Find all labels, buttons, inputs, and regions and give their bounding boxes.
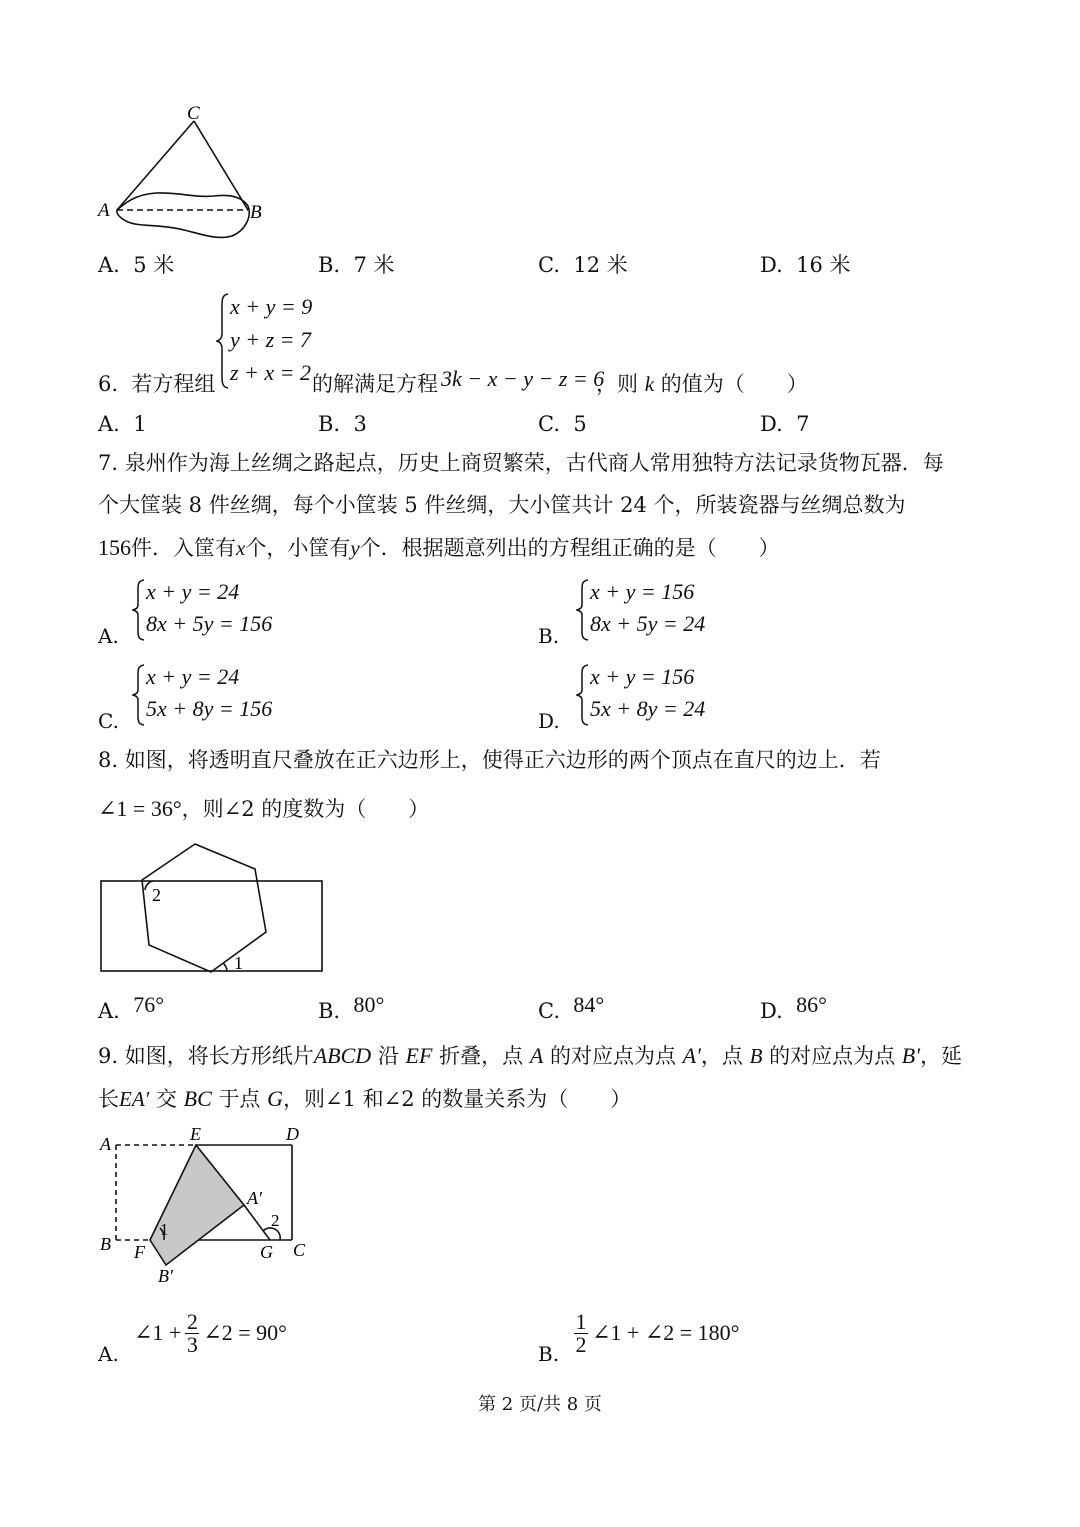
- q8-line-2: ∠1 = 36°，则∠2 的度数为（ ）: [98, 796, 430, 821]
- q7-option-c-row-2: 5x + 8y = 156: [146, 696, 273, 721]
- q6-var-k: k: [644, 372, 655, 396]
- q5-label-a: A: [98, 200, 110, 221]
- q7-option-d-system: [576, 663, 726, 729]
- q8-angle-1-arc: [223, 963, 227, 971]
- q7-option-b-system: [576, 578, 726, 644]
- q9-line-ag: [244, 1205, 270, 1240]
- q8-label-1: 1: [234, 953, 243, 973]
- q7-line-1: 7. 泉州作为海上丝绸之路起点，历史上商贸繁荣，古代商人常用独特方法记录货物瓦器．每: [98, 451, 944, 475]
- q9-option-b-expression: 1 2 ∠1 + ∠2 = 180°: [575, 1308, 740, 1357]
- q6-system-row-2: y + z = 7: [230, 327, 312, 352]
- q7-option-a-brace: [132, 578, 146, 642]
- q9-figure: [94, 1120, 324, 1290]
- q7-option-b-brace: [576, 578, 590, 642]
- q9-option-a-letter: A.: [98, 1342, 119, 1366]
- q7-option-c-row-1: x + y = 24: [146, 664, 240, 689]
- q6-brace: [216, 292, 230, 390]
- q8-option-c: C. 84°: [538, 992, 605, 1023]
- q7-option-c-letter: C.: [98, 709, 119, 733]
- q9-label-b: B: [100, 1234, 111, 1254]
- q7-var-y: y: [350, 536, 360, 560]
- q7-option-b-row-1: x + y = 156: [590, 579, 695, 604]
- q7-option-c-brace: [132, 663, 146, 727]
- q5-option-b: B. 7 米: [318, 253, 395, 277]
- q5-label-c: C: [187, 103, 200, 124]
- q9-label-e: E: [190, 1124, 201, 1144]
- q8-option-d: D. 86°: [760, 992, 827, 1023]
- q6-option-b: B. 3: [318, 412, 367, 436]
- q9-line-1: 9. 如图，将长方形纸片ABCD 沿 EF 折叠，点 A 的对应点为点 A′，点 B 的对应点为点 B′，延: [98, 1043, 963, 1068]
- q5-pond-outline: [117, 193, 249, 238]
- q9-label-f: F: [134, 1242, 145, 1262]
- q7-option-c-system: [132, 663, 282, 729]
- q6-equation-system: [216, 292, 326, 392]
- q6-option-c: C. 5: [538, 412, 587, 436]
- q7-option-b-row-2: 8x + 5y = 24: [590, 611, 706, 636]
- q9-label-a: A: [100, 1134, 111, 1154]
- q9-label-1: 1: [160, 1220, 169, 1239]
- q7-option-a-row-2: 8x + 5y = 156: [146, 611, 273, 636]
- q9-label-2: 2: [271, 1211, 280, 1230]
- q6-system-row-1: x + y = 9: [230, 294, 313, 319]
- q5-triangle-side-ac: [117, 121, 194, 210]
- q7-option-a-row-1: x + y = 24: [146, 579, 240, 604]
- q9-option-a-expression: ∠1 + 2 3 ∠2 = 90°: [134, 1308, 287, 1357]
- q8-condition: ∠1 = 36°: [98, 796, 182, 821]
- q8-hexagon: [142, 844, 266, 972]
- q5-label-b: B: [250, 202, 262, 223]
- q7-var-x: x: [236, 536, 246, 560]
- q9-folded-region: [150, 1145, 244, 1265]
- q9-label-bp: B′: [158, 1266, 173, 1286]
- q8-option-b: B. 80°: [318, 992, 385, 1023]
- q6-equation: 3k − x − y − z = 6: [441, 366, 605, 391]
- q7-option-d-row-1: x + y = 156: [590, 664, 695, 689]
- q5-option-d: D. 16 米: [760, 253, 851, 277]
- q6-prefix: 6. 若方程组: [98, 372, 216, 396]
- q9-label-g: G: [260, 1242, 273, 1262]
- q8-ruler: [101, 881, 322, 971]
- q9-option-b-fraction: 1 2: [575, 1308, 587, 1357]
- q5-figure: [90, 98, 280, 243]
- q8-option-a: A. 76°: [98, 992, 165, 1023]
- q7-option-d-brace: [576, 663, 590, 727]
- q7-option-a-letter: A.: [98, 624, 119, 648]
- q8-line-1: 8. 如图，将透明直尺叠放在正六边形上，使得正六边形的两个顶点在直尺的边上．若: [98, 748, 881, 772]
- q6-option-d: D. 7: [760, 412, 810, 436]
- q7-option-d-row-2: 5x + 8y = 24: [590, 696, 706, 721]
- q7-option-b-letter: B.: [538, 624, 560, 648]
- q9-option-b-letter: B.: [538, 1342, 560, 1366]
- q9-label-c: C: [293, 1240, 306, 1260]
- q9-option-a-fraction: 2 3: [186, 1308, 198, 1357]
- q7-line-2: 个大筐装 8 件丝绸，每个小筐装 5 件丝绸，大小筐共计 24 个，所装瓷器与丝绸总数为: [98, 493, 906, 517]
- q9-label-d: D: [286, 1124, 299, 1144]
- q5-option-a: A. 5 米: [98, 253, 175, 277]
- q9-line-2: 长EA′ 交 BC 于点 G，则∠1 和∠2 的数量关系为（ ）: [98, 1086, 632, 1111]
- q5-option-c: C. 12 米: [538, 253, 628, 277]
- q9-label-ap: A′: [247, 1188, 262, 1208]
- q7-option-a-system: [132, 578, 282, 644]
- q6-option-a: A. 1: [98, 412, 147, 436]
- page-footer: 第 2 页/共 8 页: [478, 1394, 602, 1415]
- q6-system-row-3: z + x = 2: [230, 360, 312, 385]
- q7-option-d-letter: D.: [538, 709, 560, 733]
- q6-middle: 的解满足方程: [312, 372, 438, 396]
- q8-figure: [96, 838, 328, 978]
- q6-suffix: ，则 k 的值为（ ）: [596, 372, 808, 396]
- q7-line-3: 156件．入筐有x个，小筐有y个．根据题意列出的方程组正确的是（ ）: [98, 535, 780, 560]
- q8-label-2: 2: [152, 885, 161, 905]
